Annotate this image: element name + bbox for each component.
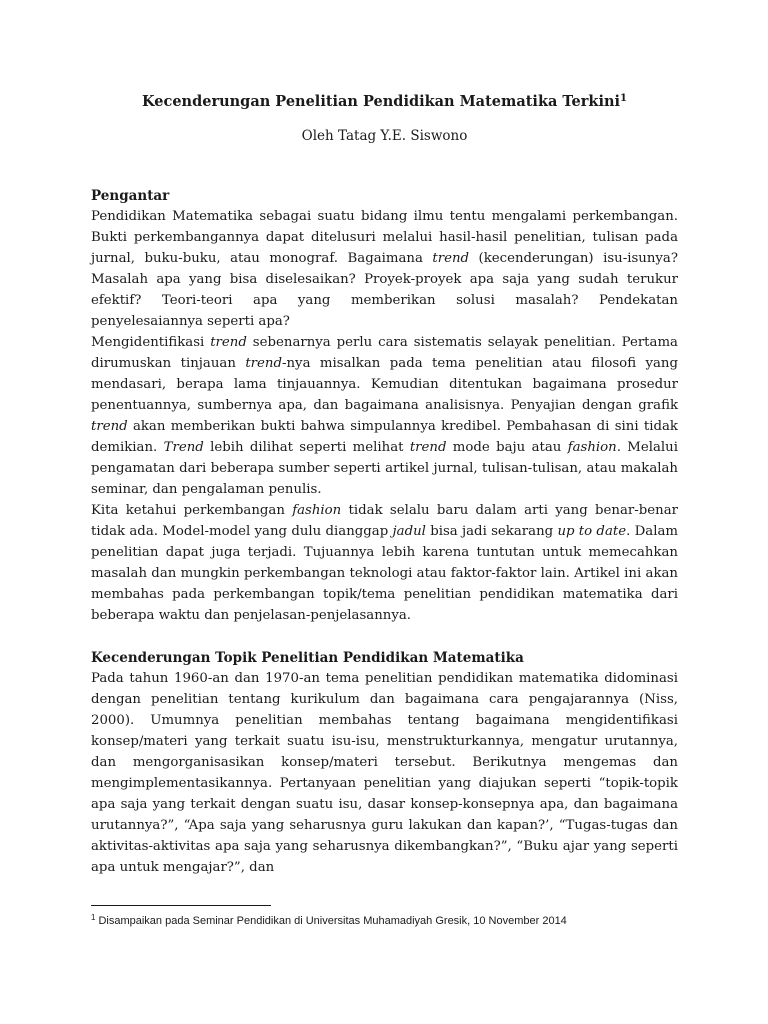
footnote <box>91 914 691 929</box>
emphasis-text: trend <box>245 356 282 371</box>
emphasis-text: fashion <box>292 503 342 518</box>
emphasis-text: up to date <box>557 524 627 539</box>
emphasis-text: Trend <box>163 440 204 455</box>
paragraph-text: sebenarnya perlu cara sistematis selayak penelitian. Pertama dirumuskan tinjauan <box>91 335 678 371</box>
document-page <box>91 92 678 878</box>
emphasis-text: fashion <box>567 440 617 455</box>
emphasis-text: trend <box>409 440 447 455</box>
emphasis-text: trend <box>432 251 470 266</box>
paragraph-text: -nya misalkan pada tema penelitian atau filosofi yang mendasari, berapa lama tinjauannya. Kemudian ditentukan bagaimana prosedur penentuannya, sumbernya apa, dan bagaimana analisisnya. Penyajian dengan grafik <box>91 356 678 413</box>
paragraph-intro-2 <box>91 332 678 500</box>
paragraph-text: Kita ketahui perkembangan <box>91 503 293 518</box>
emphasis-text: jadul <box>392 524 426 539</box>
paragraph-text: lebih dilihat seperti melihat <box>203 440 410 455</box>
paragraph-intro-1 <box>91 206 678 332</box>
section-heading-pengantar: Pengantar <box>91 188 170 204</box>
title-footnote-mark: 1 <box>620 93 627 104</box>
paragraph-text: akan memberikan bukti bahwa simpulannya kredibel. Pembahasan di sini tidak demikian. <box>91 419 678 455</box>
paragraph-text: mode baju atau <box>446 440 568 455</box>
emphasis-text: trend <box>210 335 247 350</box>
paragraph-text: tidak selalu baru dalam arti yang benar-benar tidak ada. Model-model yang dulu dianggap <box>91 503 678 539</box>
document-title <box>91 92 678 112</box>
paragraph-text: Pendidikan Matematika sebagai suatu bidang ilmu tentu mengalami perkembangan. Bukti perkembangannya dapat ditelusuri melalui hasil-hasil penelitian, tulisan pada jurnal, buku-buku, atau monograf. Bagaimana <box>91 209 678 266</box>
emphasis-text: trend <box>91 419 128 434</box>
paragraph-text: . Melalui pengamatan dari beberapa sumber seperti artikel jurnal, tulisan-tulisan, atau makalah seminar, dan pengalaman penulis. <box>91 440 679 497</box>
paragraph-text: Mengidentifikasi <box>91 335 211 350</box>
document-author: Oleh Tatag Y.E. Siswono <box>301 128 468 144</box>
document-title-text: Kecenderungan Penelitian Pendidikan Matematika Terkini <box>141 93 621 110</box>
footnote-text: Disampaikan pada Seminar Pendidikan di Universitas Muhamadiyah Gresik, 10 November 2014 <box>98 915 567 927</box>
paragraph-text: . Dalam penelitian dapat juga terjadi. Tujuannya lebih karena tuntutan untuk memecahkan masalah dan mungkin perkembangan teknologi atau faktor-faktor lain. Artikel ini akan membahas pada perkembangan topik/tema penelitian pendidikan matematika dari beberapa waktu dan penjelasan-penjelasannya. <box>91 524 678 623</box>
footnote-mark: 1 <box>91 913 96 922</box>
section-heading-kecenderungan-topik: Kecenderungan Topik Penelitian Pendidikan Matematika <box>91 650 524 666</box>
paragraph-intro-3 <box>91 500 678 626</box>
paragraph-topic-1: Pada tahun 1960-an dan 1970-an tema penelitian pendidikan matematika didominasi dengan penelitian tentang kurikulum dan bagaimana cara pengajarannya (Niss, 2000). Umumnya penelitian membahas tentang bagaimana mengidentifikasi konsep/materi yang terkait suatu isu-isu, menstrukturkannya, mengatur urutannya, dan mengorganisasikan konsep/materi tersebut. Berikutnya mengemas dan mengimplementasikannya. Pertanyaan penelitian yang diajukan seperti “topik-topik apa saja yang terkait dengan suatu isu, dasar konsep-konsepnya apa, dan bagaimana urutannya?”, “Apa saja yang seharusnya guru lakukan dan kapan?’, “Tugas-tugas dan aktivitas-aktivitas apa saja yang seharusnya dikembangkan?”, “Buku ajar yang seperti apa untuk mengajar?”, dan <box>91 671 678 875</box>
footnote-divider <box>91 905 271 906</box>
paragraph-text: bisa jadi sekarang <box>425 524 558 539</box>
paragraph-text: (kecenderungan) isu-isunya? Masalah apa yang bisa diselesaikan? Proyek-proyek apa saja yang sudah terukur efektif? Teori-teori apa yang memberikan solusi masalah? Pendekatan penyelesaiannya seperti apa? <box>91 251 678 329</box>
